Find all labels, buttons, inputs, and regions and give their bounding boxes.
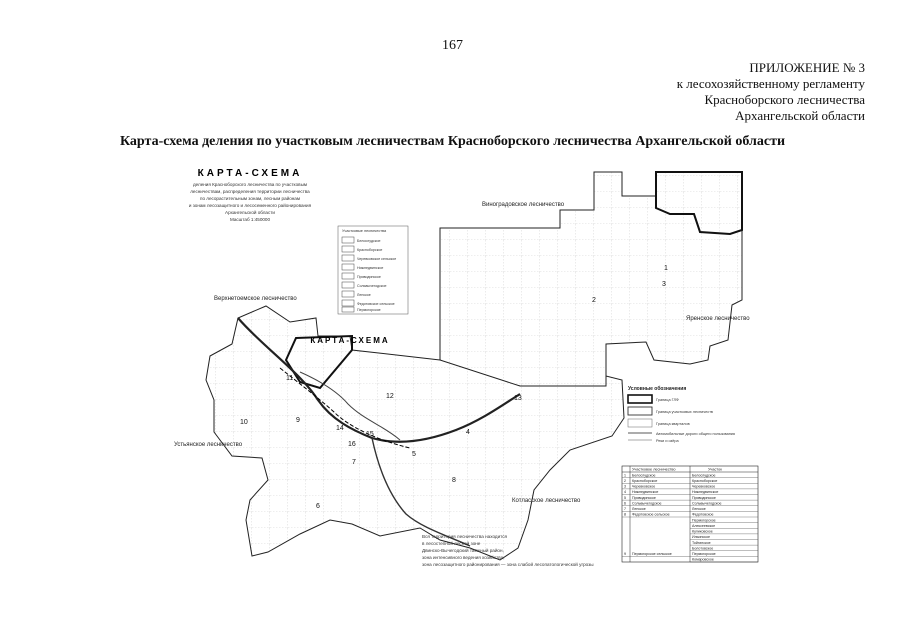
bottom-note-line: в лесостепной лесной зоне (422, 541, 481, 546)
legend-symbol-label: Реки и озёра (656, 439, 679, 443)
legend-symbol-label: Граница участковых лесничеств (656, 410, 713, 414)
legend-item: Черевковское сельское (357, 257, 397, 261)
table-cell: Красноборское (632, 478, 658, 483)
legend-item: Федотовское сельское (357, 302, 395, 306)
legend-header: Участковые лесничества (342, 229, 387, 233)
table-cell: 8 (624, 512, 626, 517)
table-cell: Пермогорское сельское (632, 552, 672, 557)
district-number: 11 (286, 375, 294, 382)
neighbor-label-south: Котласское лесничество (512, 498, 581, 504)
table-cell: 3 (624, 484, 626, 489)
table-cell: Сольвычегодское (632, 501, 662, 506)
map-subtitle-line: и зонам лесозащитного и лесосеменного районирования (188, 203, 312, 208)
district-number: 1 (664, 265, 668, 272)
legend-item: Пермогорское (357, 308, 381, 312)
bottom-note-line: зона лесозащитного районирования — зона слабой лесопатологической угрозы (422, 562, 594, 567)
table-cell: Ильинское (692, 535, 710, 540)
legend-item: Приводинское (357, 275, 381, 279)
district-number: 5 (412, 451, 416, 458)
district-number: 4 (466, 429, 470, 436)
table-cell: Тойгинское (692, 540, 711, 545)
neighbor-label-east: Яренское лесничество (686, 316, 750, 322)
legend-symbols-header: Условные обозначения (628, 386, 687, 392)
appendix-line: Красноборского лесничества (704, 92, 865, 107)
bottom-note-line: Вся территория лесничества находится (422, 534, 507, 539)
neighbor-label-north: Виноградовское лесничество (482, 202, 565, 208)
table-cell: Приводинское (692, 495, 716, 500)
table-cell: Алексеевское (692, 523, 716, 528)
map-heading: КАРТА-СХЕМА (197, 168, 303, 179)
table-cell: Белослудское (692, 473, 716, 478)
table-cell: Болотовское (692, 546, 714, 551)
map-scale: Масштаб 1:450000 (229, 217, 271, 222)
district-number: 14 (336, 425, 344, 432)
table-cell: Пермогорское (692, 552, 716, 557)
table-cell: Пермогорское (692, 518, 716, 523)
map-subtitle (189, 182, 312, 222)
legend-item: Сольвычегодское (357, 284, 387, 288)
table-cell: Федотовское (692, 512, 714, 517)
table-cell: 7 (624, 507, 626, 512)
map-subtitle-line: Архангельской области (225, 210, 275, 215)
district-number: 9 (296, 417, 300, 424)
legend-symbols (628, 385, 735, 443)
table-cell: Приводинское (632, 495, 656, 500)
forestry-table (622, 466, 758, 562)
table-cell: Ленское (632, 507, 646, 512)
district-number: 16 (348, 441, 356, 448)
district-number: 13 (514, 395, 522, 402)
neighbor-label-northwest: Верхнетоемское лесничество (214, 296, 297, 302)
table-cell: Черевковское (632, 484, 656, 489)
district-number: 6 (316, 503, 320, 510)
table-cell: 6 (624, 501, 626, 506)
table-cell: Куликовское (692, 529, 713, 534)
district-number: 10 (240, 419, 248, 426)
table-cell: Нижнедвинское (632, 490, 659, 495)
legend-item: Ленское (357, 293, 371, 297)
district-number: 3 (662, 281, 666, 288)
table-cell: Ленское (692, 507, 706, 512)
table-cell: 2 (624, 478, 626, 483)
legend-item: Красноборское (357, 248, 383, 252)
table-cell: 4 (624, 490, 626, 495)
table-cell: Белослудское (632, 473, 656, 478)
legend-symbol-label: Граница кварталов (656, 422, 690, 426)
table-header-col2: Участок (708, 467, 722, 472)
district-number: 8 (452, 477, 456, 484)
table-cell: Сольвычегодское (692, 501, 722, 506)
appendix-line: к лесохозяйственному регламенту (676, 76, 865, 91)
document-title: Карта-схема деления по участковым лесничествам Красноборского лесничества Архангельской области (119, 134, 786, 149)
district-number: 2 (592, 297, 596, 304)
table-cell: 5 (624, 495, 626, 500)
legend-item: Нижнедвинское (357, 266, 384, 270)
map-subtitle-line: по лесорастительным зонам, лесным районам (199, 196, 301, 201)
legend-forestries (338, 226, 408, 314)
bottom-note-line: Двинско-Вычегодский таёжный район, (422, 548, 504, 553)
map-inner-heading: КАРТА-СХЕМА (310, 336, 390, 345)
legend-symbol-label: Автомобильные дороги общего пользования (656, 432, 735, 436)
table-cell: Федотовское сельское (632, 512, 670, 517)
table-cell: Нижнедвинское (692, 490, 719, 495)
bottom-note-line: зона интенсивного ведения хозяйства, (422, 555, 505, 560)
table-cell: 9 (624, 552, 626, 557)
map-subtitle-line: лесничествам, распределения территории лесничества (190, 189, 310, 194)
table-cell: Черевковское (692, 484, 716, 489)
district-number: 15 (366, 431, 374, 438)
district-number: 7 (352, 459, 356, 466)
legend-symbol-label: Граница ГЛФ (656, 398, 679, 402)
district-number: 12 (386, 393, 394, 400)
table-header-col1: Участковое лесничество (632, 467, 676, 472)
table-cell: 1 (624, 473, 626, 478)
table-cell: Красноборское (692, 478, 718, 483)
page-number: 167 (442, 38, 463, 53)
map-subtitle-line: деления Красноборского лесничества по участковым (192, 182, 308, 187)
appendix-line: ПРИЛОЖЕНИЕ № 3 (749, 60, 865, 75)
neighbor-label-west: Устьянское лесничество (174, 442, 243, 448)
appendix-line: Архангельской области (735, 108, 865, 123)
table-cell: Комаровское (692, 557, 714, 562)
legend-item: Белослудское (357, 239, 381, 243)
